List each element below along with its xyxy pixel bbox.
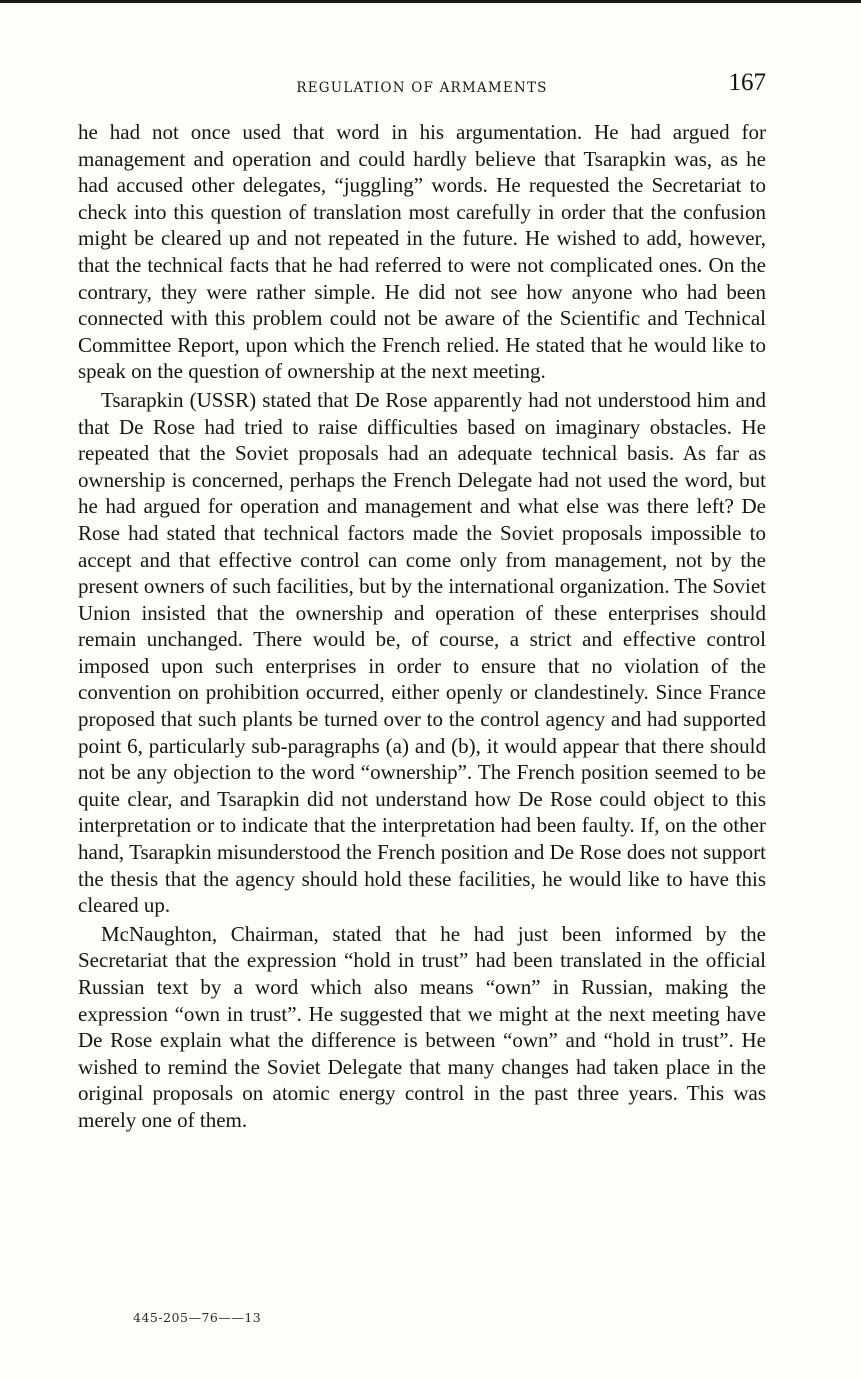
print-code: 445-205—76——13 (133, 1310, 262, 1325)
paragraph-continuation: he had not once used that word in his argumentation. He had argued for management and operation and could hardly believe that Tsarapkin was, as he had accused other delegates, “juggling” words. He requested the Secretariat to check into this question of translation most carefully in order that the confusion might be cleared up and not repeated in the future. He wished to add, however, that the technical facts that he had referred to were not complicated ones. On the contrary, they were rather simple. He did not see how anyone who had been connected with this problem could not be aware of the Scientific and Technical Committee Report, upon which the French relied. He stated that he would like to speak on the question of ownership at the next meeting. (78, 120, 766, 384)
page-number: 167 (728, 69, 766, 96)
paragraph-mcnaughton: McNaughton, Chairman, stated that he had just been informed by the Secretariat that the expression “hold in trust” had been translated in the official Russian text by a word which also means “own” in Russian, making the expression “own in trust”. He suggested that we might at the next meeting have De Rose explain what the difference is between “own” and “hold in trust”. He wished to remind the Soviet Delegate that many changes had taken place in the original proposals on atomic energy control in the past three years. This was merely one of them. (78, 921, 766, 1132)
paragraph-tsarapkin: Tsarapkin (USSR) stated that De Rose apparently had not understood him and that De Rose had tried to raise difficulties based on imaginary obstacles. He repeated that the Soviet proposals had an adequate technical basis. As far as ownership is concerned, perhaps the French Delegate had not used the word, but he had argued for operation and management and what else was there left? De Rose had stated that technical factors made the Soviet proposals impossible to accept and that effective control can come only from management, not by the present owners of such facilities, but by the international organization. The Soviet Union insisted that the ownership and operation of these enterprises should remain unchanged. There would be, of course, a strict and effective control imposed upon such enterprises in order to ensure that no violation of the convention on prohibition occurred, either openly or clandestinely. Since France proposed that such plants be turned over to the control agency and had supported point 6, particularly sub-paragraphs (a) and (b), it would appear that there should not be any objection to the word “ownership”. The French position seemed to be quite clear, and Tsarapkin did not understand how De Rose could object to this interpretation or to indicate that the interpretation had been faulty. If, on the other hand, Tsarapkin misunderstood the French position and De Rose does not support the thesis that the agency should hold these facilities, he would like to have this cleared up. (78, 387, 766, 918)
running-title: REGULATION OF ARMAMENTS (296, 80, 548, 96)
running-head (78, 69, 766, 105)
body-text (78, 119, 766, 1136)
